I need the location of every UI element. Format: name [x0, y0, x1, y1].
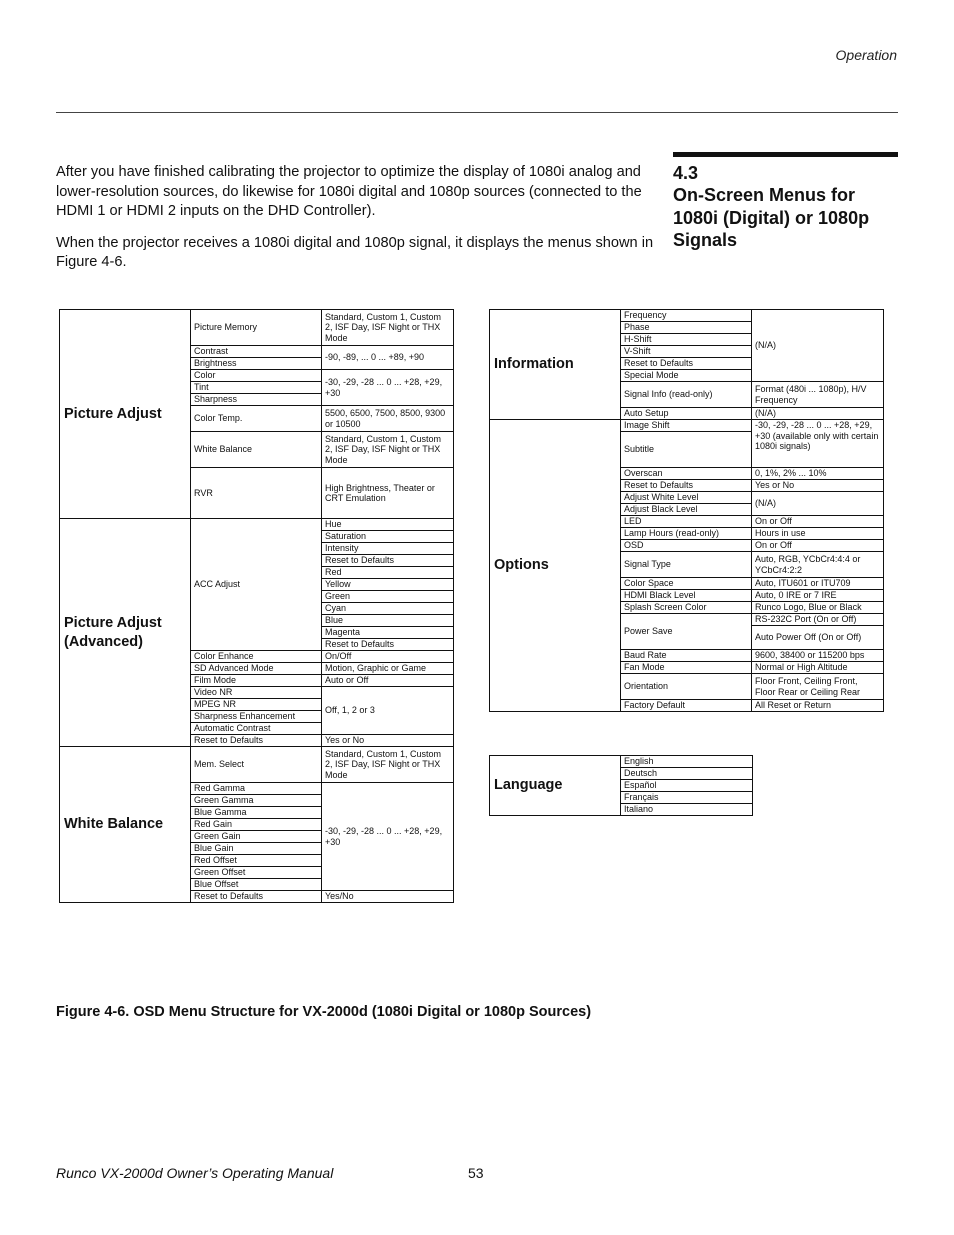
menu-item: Español [621, 780, 753, 792]
menu-item: Video NR [191, 687, 322, 699]
category-options: Options [490, 420, 621, 712]
menu-item: LED [621, 516, 752, 528]
menu-value: Auto, 0 IRE or 7 IRE [752, 590, 884, 602]
page-number: 53 [468, 1165, 484, 1181]
menu-item: MPEG NR [191, 699, 322, 711]
menu-item: Blue Gamma [191, 807, 322, 819]
category-information: Information [490, 310, 621, 420]
menu-value: Green [322, 591, 454, 603]
menu-item: Deutsch [621, 768, 753, 780]
menu-item: Contrast [191, 346, 322, 358]
menu-value: (N/A) [752, 408, 884, 420]
menu-value: Hours in use [752, 528, 884, 540]
menu-item: Reset to Defaults [191, 891, 322, 903]
menu-item: White Balance [191, 432, 322, 468]
menu-item: Red Gain [191, 819, 322, 831]
section-rule [673, 152, 898, 157]
menu-item: Green Gain [191, 831, 322, 843]
menu-item: Color [191, 370, 322, 382]
running-header: Operation [835, 47, 897, 63]
menu-item: ACC Adjust [191, 519, 322, 651]
menu-item: Reset to Defaults [191, 735, 322, 747]
menu-item: Reset to Defaults [621, 358, 752, 370]
menu-value: Intensity [322, 543, 454, 555]
menu-value: Red [322, 567, 454, 579]
menu-item: Subtitle [621, 432, 752, 468]
menu-value: Saturation [322, 531, 454, 543]
menu-value: Auto Power Off (On or Off) [752, 626, 884, 650]
menu-item: Image Shift [621, 420, 752, 432]
category-picture-adjust-advanced: Picture Adjust (Advanced) [60, 519, 191, 747]
menu-value: (N/A) [752, 492, 884, 516]
section-title: On-Screen Menus for 1080i (Digital) or 1080p Signals [673, 185, 870, 250]
menu-value: -30, -29, -28 ... 0 ... +28, +29, +30 (available only with certain 1080i signals) [752, 420, 884, 468]
menu-item: H-Shift [621, 334, 752, 346]
menu-item: Power Save [621, 614, 752, 650]
menu-value: Magenta [322, 627, 454, 639]
menu-item: Orientation [621, 674, 752, 700]
menu-value: On or Off [752, 540, 884, 552]
menu-item: Auto Setup [621, 408, 752, 420]
menu-item: English [621, 756, 753, 768]
menu-value: Yes or No [752, 480, 884, 492]
menu-item: OSD [621, 540, 752, 552]
menu-item: Phase [621, 322, 752, 334]
menu-item: Lamp Hours (read-only) [621, 528, 752, 540]
menu-value: Reset to Defaults [322, 639, 454, 651]
menu-item: Color Space [621, 578, 752, 590]
menu-item: HDMI Black Level [621, 590, 752, 602]
menu-item: Français [621, 792, 753, 804]
language-menu-table [489, 755, 753, 816]
menu-item: Film Mode [191, 675, 322, 687]
menu-item: Brightness [191, 358, 322, 370]
menu-item: Green Offset [191, 867, 322, 879]
menu-value: Hue [322, 519, 454, 531]
menu-item: Frequency [621, 310, 752, 322]
menu-value: 0, 1%, 2% ... 10% [752, 468, 884, 480]
menu-value: Reset to Defaults [322, 555, 454, 567]
menu-value: On or Off [752, 516, 884, 528]
menu-item: Adjust Black Level [621, 504, 752, 516]
menu-value: Standard, Custom 1, Custom 2, ISF Day, ISF Night or THX Mode [322, 747, 454, 783]
menu-item: Italiano [621, 804, 753, 816]
header-rule [56, 112, 898, 113]
menu-item: SD Advanced Mode [191, 663, 322, 675]
menu-item: Red Offset [191, 855, 322, 867]
menu-item: Mem. Select [191, 747, 322, 783]
menu-value: -30, -29, -28 ... 0 ... +28, +29, +30 [322, 783, 454, 891]
menu-value: -90, -89, ... 0 ... +89, +90 [322, 346, 454, 370]
menu-item: Sharpness [191, 394, 322, 406]
menu-value: Auto, RGB, YCbCr4:4:4 or YCbCr4:2:2 [752, 552, 884, 578]
menu-value: Runco Logo, Blue or Black [752, 602, 884, 614]
menu-item: V-Shift [621, 346, 752, 358]
menu-value: Format (480i ... 1080p), H/V Frequency [752, 382, 884, 408]
menu-item: Color Enhance [191, 651, 322, 663]
menu-value: 9600, 38400 or 115200 bps [752, 650, 884, 662]
menu-item: Overscan [621, 468, 752, 480]
menu-item: Factory Default [621, 700, 752, 712]
menu-value: Off, 1, 2 or 3 [322, 687, 454, 735]
menu-value: Yes/No [322, 891, 454, 903]
menu-item: Signal Type [621, 552, 752, 578]
menu-value: -30, -29, -28 ... 0 ... +28, +29, +30 [322, 370, 454, 406]
menu-item: Blue Offset [191, 879, 322, 891]
footer-manual-title: Runco VX-2000d Owner’s Operating Manual [56, 1165, 334, 1181]
menu-item: Sharpness Enhancement [191, 711, 322, 723]
menu-value: Cyan [322, 603, 454, 615]
menu-value: Auto or Off [322, 675, 454, 687]
menu-value: High Brightness, Theater or CRT Emulation [322, 468, 454, 519]
menu-item: Blue Gain [191, 843, 322, 855]
menu-item: Reset to Defaults [621, 480, 752, 492]
category-picture-adjust: Picture Adjust [60, 310, 191, 519]
menu-value: (N/A) [752, 310, 884, 382]
right-menu-table [489, 309, 884, 712]
menu-item: Automatic Contrast [191, 723, 322, 735]
menu-value: Auto, ITU601 or ITU709 [752, 578, 884, 590]
intro-text [56, 163, 656, 285]
category-white-balance: White Balance [60, 747, 191, 903]
menu-value: 5500, 6500, 7500, 8500, 9300 or 10500 [322, 406, 454, 432]
menu-value: On/Off [322, 651, 454, 663]
menu-item: Signal Info (read-only) [621, 382, 752, 408]
intro-paragraph-1: After you have finished calibrating the projector to optimize the display of 1080i analog and lower-resolution sources, do likewise for 1080i digital and 1080p sources (connected to the HDMI 1 or HDMI 2 inputs on the DHD Controller). [56, 164, 642, 219]
menu-value: RS-232C Port (On or Off) [752, 614, 884, 626]
menu-value: Yellow [322, 579, 454, 591]
section-number: 4.3 [673, 163, 699, 183]
menu-item: Splash Screen Color [621, 602, 752, 614]
menu-item: Adjust White Level [621, 492, 752, 504]
menu-item: Green Gamma [191, 795, 322, 807]
menu-item: Special Mode [621, 370, 752, 382]
menu-item: Red Gamma [191, 783, 322, 795]
category-language: Language [490, 756, 621, 816]
intro-paragraph-2: When the projector receives a 1080i digital and 1080p signal, it displays the menus shown in Figure 4-6. [56, 234, 654, 270]
menu-value: Blue [322, 615, 454, 627]
menu-item: Fan Mode [621, 662, 752, 674]
menu-item: Baud Rate [621, 650, 752, 662]
menu-item: Tint [191, 382, 322, 394]
left-menu-table [59, 309, 454, 903]
menu-item: Color Temp. [191, 406, 322, 432]
menu-item: RVR [191, 468, 322, 519]
menu-value: Yes or No [322, 735, 454, 747]
menu-value: Standard, Custom 1, Custom 2, ISF Day, ISF Night or THX Mode [322, 310, 454, 346]
figure-caption: Figure 4-6. OSD Menu Structure for VX-2000d (1080i Digital or 1080p Sources) [56, 1004, 592, 1020]
menu-value: Normal or High Altitude [752, 662, 884, 674]
menu-value: Floor Front, Ceiling Front, Floor Rear or Ceiling Rear [752, 674, 884, 700]
menu-value: Motion, Graphic or Game [322, 663, 454, 675]
menu-value: Standard, Custom 1, Custom 2, ISF Day, ISF Night or THX Mode [322, 432, 454, 468]
menu-item: Picture Memory [191, 310, 322, 346]
menu-value: All Reset or Return [752, 700, 884, 712]
